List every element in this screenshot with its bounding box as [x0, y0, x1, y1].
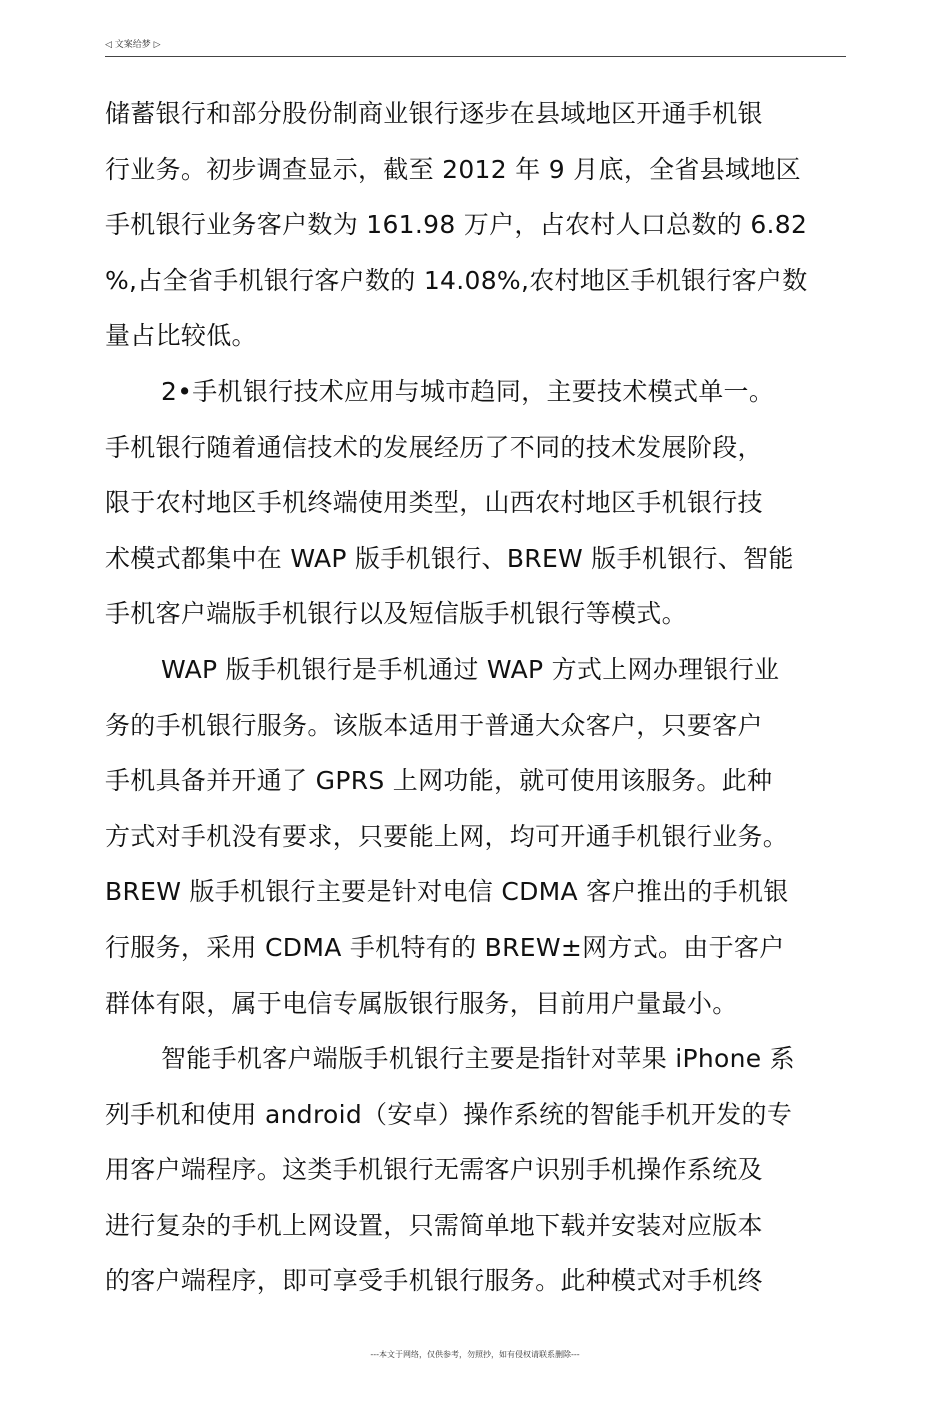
page-header	[105, 38, 846, 57]
text-line: 量占比较低。	[105, 321, 257, 351]
text-line: 手机银行业务客户数为 161.98 万户，占农村人口总数的 6.82	[105, 210, 808, 240]
text-line: 务的手机银行服务。该版本适用于普通大众客户，只要客户	[105, 710, 763, 740]
text-line: 智能手机客户端版手机银行主要是指针对苹果 iPhone 系	[161, 1044, 795, 1074]
text-line: 手机具备并开通了 GPRS 上网功能，就可使用该服务。此种	[105, 766, 773, 796]
text-line: 术模式都集中在 WAP 版手机银行、BREW 版手机银行、智能	[105, 543, 794, 573]
text-line: 储蓄银行和部分股份制商业银行逐步在县域地区开通手机银	[105, 99, 763, 128]
text-line: 限于农村地区手机终端使用类型，山西农村地区手机银行技	[105, 488, 763, 518]
text-line: 的客户端程序，即可享受手机银行服务。此种模式对手机终	[105, 1266, 763, 1296]
page-footer: ---本文于网络，仅供参考，勿照抄，如有侵权请联系删除---	[370, 1350, 580, 1359]
text-line: 方式对手机没有要求，只要能上网，均可开通手机银行业务。	[105, 821, 789, 851]
text-line: 行业务。初步调查显示，截至 2012 年 9 月底，全省县域地区	[105, 154, 801, 184]
document-body	[105, 86, 865, 1309]
text-line: 进行复杂的手机上网设置，只需简单地下载并安装对应版本	[105, 1210, 763, 1240]
text-line: 2•手机银行技术应用与城市趋同，主要技术模式单一。	[161, 376, 775, 406]
text-line: %,占全省手机银行客户数的 14.08%,农村地区手机银行客户数	[105, 265, 808, 295]
text-line: 手机客户端版手机银行以及短信版手机银行等模式。	[105, 599, 687, 629]
text-line: 手机银行随着通信技术的发展经历了不同的技术发展阶段，	[105, 432, 763, 462]
header-text: ◁ 文案给梦 ▷	[105, 40, 161, 50]
text-line: 群体有限，属于电信专属版银行服务，目前用户量最小。	[105, 988, 738, 1018]
text-line: 行服务，采用 CDMA 手机特有的 BREW±网方式。由于客户	[105, 932, 785, 962]
text-line: BREW 版手机银行主要是针对电信 CDMA 客户推出的手机银	[105, 877, 789, 907]
text-line: 列手机和使用 android（安卓）操作系统的智能手机开发的专	[105, 1099, 793, 1129]
text-line: WAP 版手机银行是手机通过 WAP 方式上网办理银行业	[161, 654, 780, 684]
text-line: 用客户端程序。这类手机银行无需客户识别手机操作系统及	[105, 1155, 763, 1185]
